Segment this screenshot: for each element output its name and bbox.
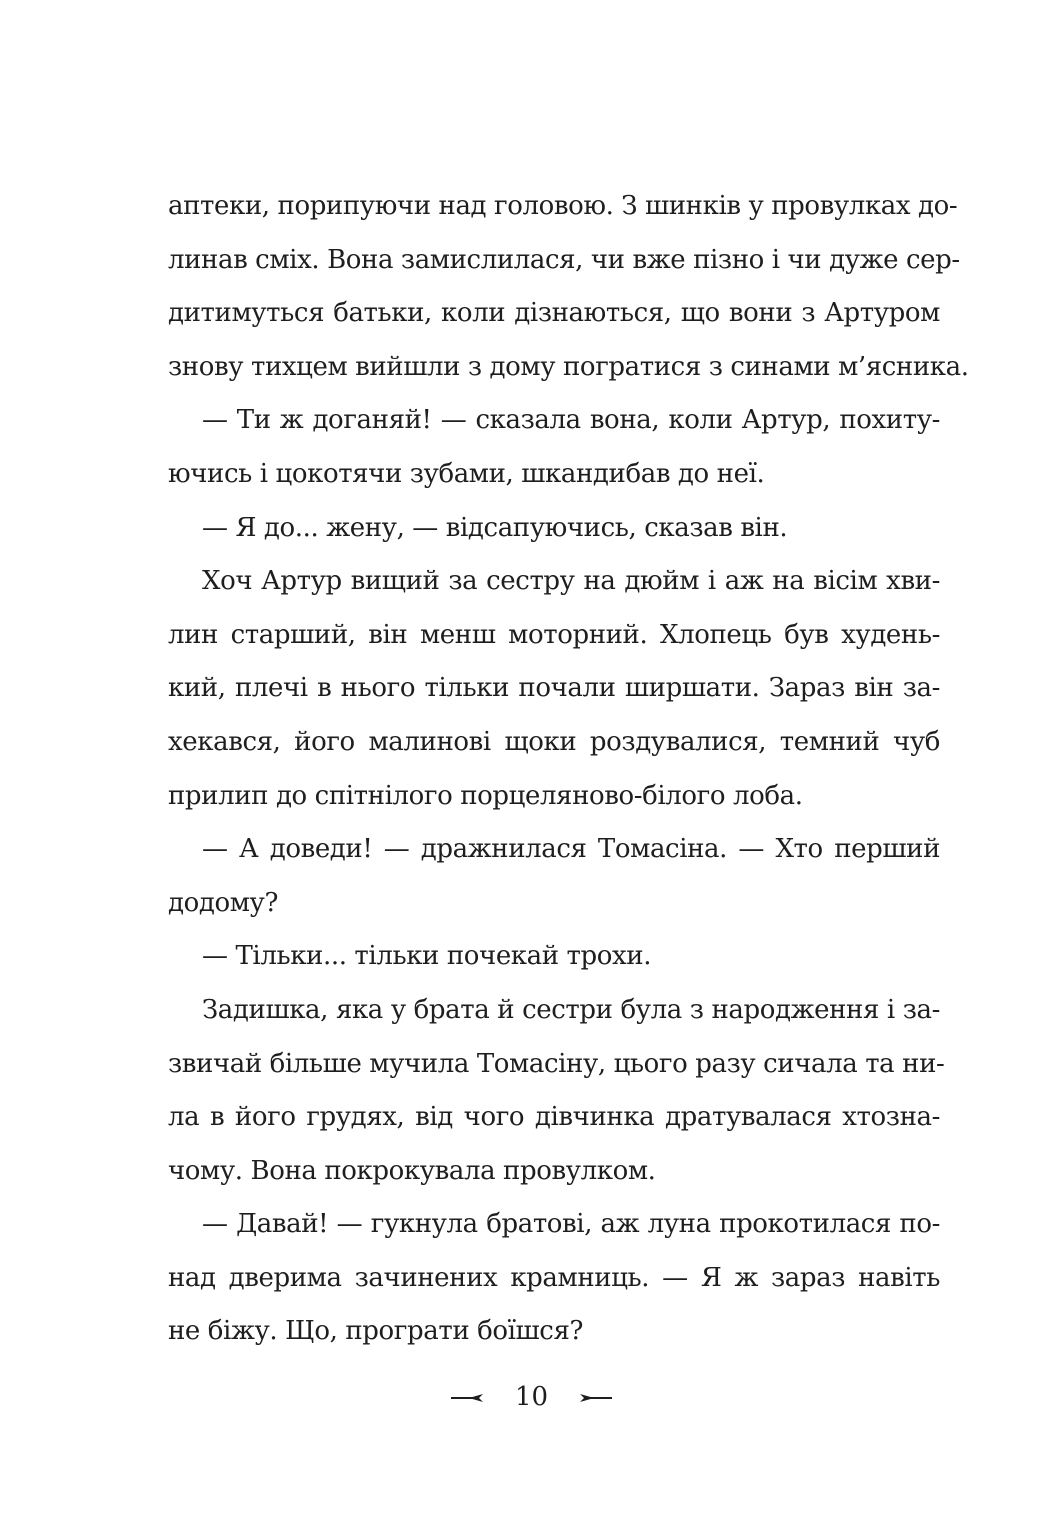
text-line: ла в його грудях, від чого дівчинка дратувалася хтозна- <box>168 1102 940 1133</box>
text-line: над дверима зачинених крамниць. — Я ж зараз навіть <box>168 1262 940 1293</box>
text-line: — Ти ж доганяй! — сказала вона, коли Артур, похиту- <box>202 405 940 436</box>
text-line: — Я до... жену, — відсапуючись, сказав він. <box>202 512 788 543</box>
text-line: не біжу. Що, програти боїшся? <box>168 1316 584 1347</box>
text-line: кий, плечі в нього тільки почали ширшати. Зараз він за- <box>168 673 940 704</box>
text-line: — Давай! — гукнула братові, аж луна прокотилася по- <box>202 1209 940 1240</box>
text-line: звичай більше мучила Томасіну, цього разу сичала та ни- <box>168 1048 945 1079</box>
text-line: — А доведи! — дражнилася Томасіна. — Хто перший <box>202 834 940 865</box>
text-line: аптеки, порипуючи над головою. З шинків у провулках до- <box>168 191 958 221</box>
text-line: — Тільки... тільки почекай трохи. <box>202 941 652 972</box>
text-line: Задишка, яка у брата й сестри була з народження і за- <box>202 994 940 1025</box>
body-text <box>168 180 969 1359</box>
right-ornament-icon <box>574 1390 614 1404</box>
text-line: дитимуться батьки, коли дізнаються, що вони з Артуром <box>168 298 940 329</box>
text-line: чому. Вона покрокувала провулком. <box>168 1155 656 1186</box>
text-line: лин старший, він менш моторний. Хлопець був худень- <box>168 619 940 650</box>
text-line: линав сміх. Вона замислилася, чи вже пізно і чи дуже сер- <box>168 244 960 275</box>
text-line: прилип до спітнілого порцеляново-білого лоба. <box>168 780 803 811</box>
left-ornament-icon <box>449 1390 489 1404</box>
text-line: хекався, його малинові щоки роздувалися, темний чуб <box>168 726 940 757</box>
text-line: Хоч Артур вищий за сестру на дюйм і аж на вісім хви- <box>202 566 940 597</box>
page-number: 10 <box>514 1382 549 1412</box>
text-line: додому? <box>168 887 278 918</box>
text-line: знову тихцем вийшли з дому погратися з синами м’ясника. <box>168 351 969 382</box>
text-line: ючись і цокотячи зубами, шкандибав до неї. <box>168 458 765 489</box>
page-footer <box>0 1372 1063 1422</box>
